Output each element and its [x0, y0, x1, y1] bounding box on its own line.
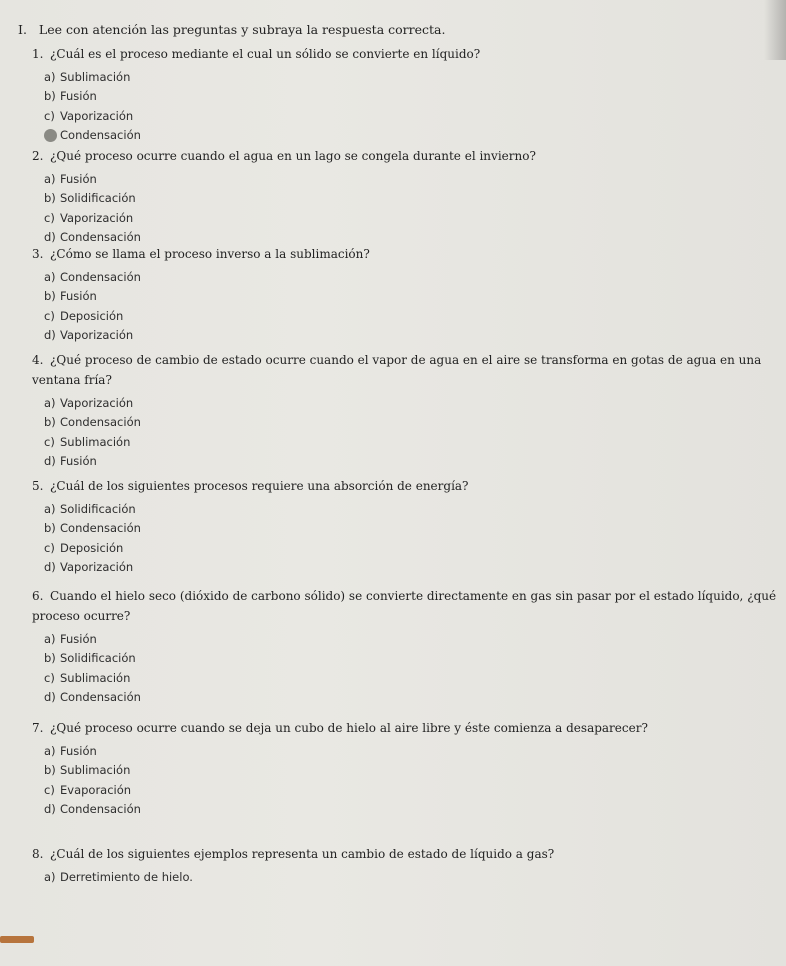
- option-3b[interactable]: b) Fusión: [44, 289, 97, 304]
- option-5b[interactable]: b) Condensación: [44, 521, 141, 536]
- question-text: 2. ¿Qué proceso ocurre cuando el agua en un lago se congela durante el invierno?: [32, 149, 536, 163]
- question-text: 8. ¿Cuál de los siguientes ejemplos representa un cambio de estado de líquido a gas?: [32, 847, 555, 861]
- question-text: 7. ¿Qué proceso ocurre cuando se deja un cubo de hielo al aire libre y éste comienza a desaparecer?: [32, 721, 648, 735]
- question-2: [32, 146, 777, 247]
- question-6: [32, 586, 777, 707]
- question-text: 3. ¿Cómo se llama el proceso inverso a la sublimación?: [32, 247, 370, 261]
- question-7: [32, 718, 777, 819]
- question-5: [32, 476, 777, 577]
- option-6d[interactable]: d) Condensación: [44, 689, 141, 704]
- instruction: [18, 22, 445, 37]
- option-5d[interactable]: d) Vaporización: [44, 559, 134, 574]
- question-text: 1. ¿Cuál es el proceso mediante el cual un sólido se convierte en líquido?: [32, 47, 481, 61]
- option-4a[interactable]: a) Vaporización: [44, 396, 134, 410]
- question-1: [32, 44, 777, 145]
- option-7c[interactable]: c) Evaporación: [44, 782, 132, 797]
- instruction-number: I.: [18, 22, 27, 37]
- option-5c[interactable]: c) Deposición: [44, 540, 124, 555]
- question-8: [32, 844, 777, 887]
- option-4c[interactable]: c) Sublimación: [44, 434, 131, 449]
- option-5a[interactable]: a) Solidificación: [44, 502, 136, 516]
- option-4d[interactable]: d) Fusión: [44, 453, 97, 468]
- question-text: 6. Cuando el hielo seco (dióxido de carbono sólido) se convierte directamente en gas sin pasar por el estado líquido, ¿qué proceso ocurre?: [32, 589, 777, 623]
- option-3c[interactable]: c) Deposición: [44, 308, 124, 323]
- option-4b[interactable]: b) Condensación: [44, 415, 141, 430]
- option-3d[interactable]: d) Vaporización: [44, 327, 134, 342]
- option-1b[interactable]: b) Fusión: [44, 89, 97, 104]
- option-6c[interactable]: c) Sublimación: [44, 670, 131, 685]
- question-text: 5. ¿Cuál de los siguientes procesos requiere una absorción de energía?: [32, 479, 469, 493]
- question-4: [32, 350, 777, 471]
- question-text: 4. ¿Qué proceso de cambio de estado ocurre cuando el vapor de agua en el aire se transforma en gotas de agua en una ventana fría?: [32, 353, 762, 387]
- question-3: [32, 244, 777, 345]
- option-6b[interactable]: b) Solidificación: [44, 651, 136, 666]
- option-6a[interactable]: a) Fusión: [44, 632, 97, 646]
- option-2d[interactable]: d) Condensación: [44, 229, 141, 244]
- option-2a[interactable]: a) Fusión: [44, 172, 97, 186]
- option-1c[interactable]: c) Vaporización: [44, 108, 134, 123]
- pen-mark-icon: [44, 129, 57, 142]
- option-2c[interactable]: c) Vaporización: [44, 210, 134, 225]
- option-2b[interactable]: b) Solidificación: [44, 191, 136, 206]
- option-8a[interactable]: a) Derretimiento de hielo.: [44, 870, 193, 884]
- paper-stain: [0, 936, 34, 943]
- option-7a[interactable]: a) Fusión: [44, 744, 97, 758]
- instruction-text: Lee con atención las preguntas y subraya la respuesta correcta.: [38, 22, 446, 37]
- option-3a[interactable]: a) Condensación: [44, 270, 141, 284]
- option-7d[interactable]: d) Condensación: [44, 801, 141, 816]
- option-1d[interactable]: Condensación: [32, 126, 777, 145]
- option-1a[interactable]: a) Sublimación: [44, 70, 131, 84]
- option-7b[interactable]: b) Sublimación: [44, 763, 131, 778]
